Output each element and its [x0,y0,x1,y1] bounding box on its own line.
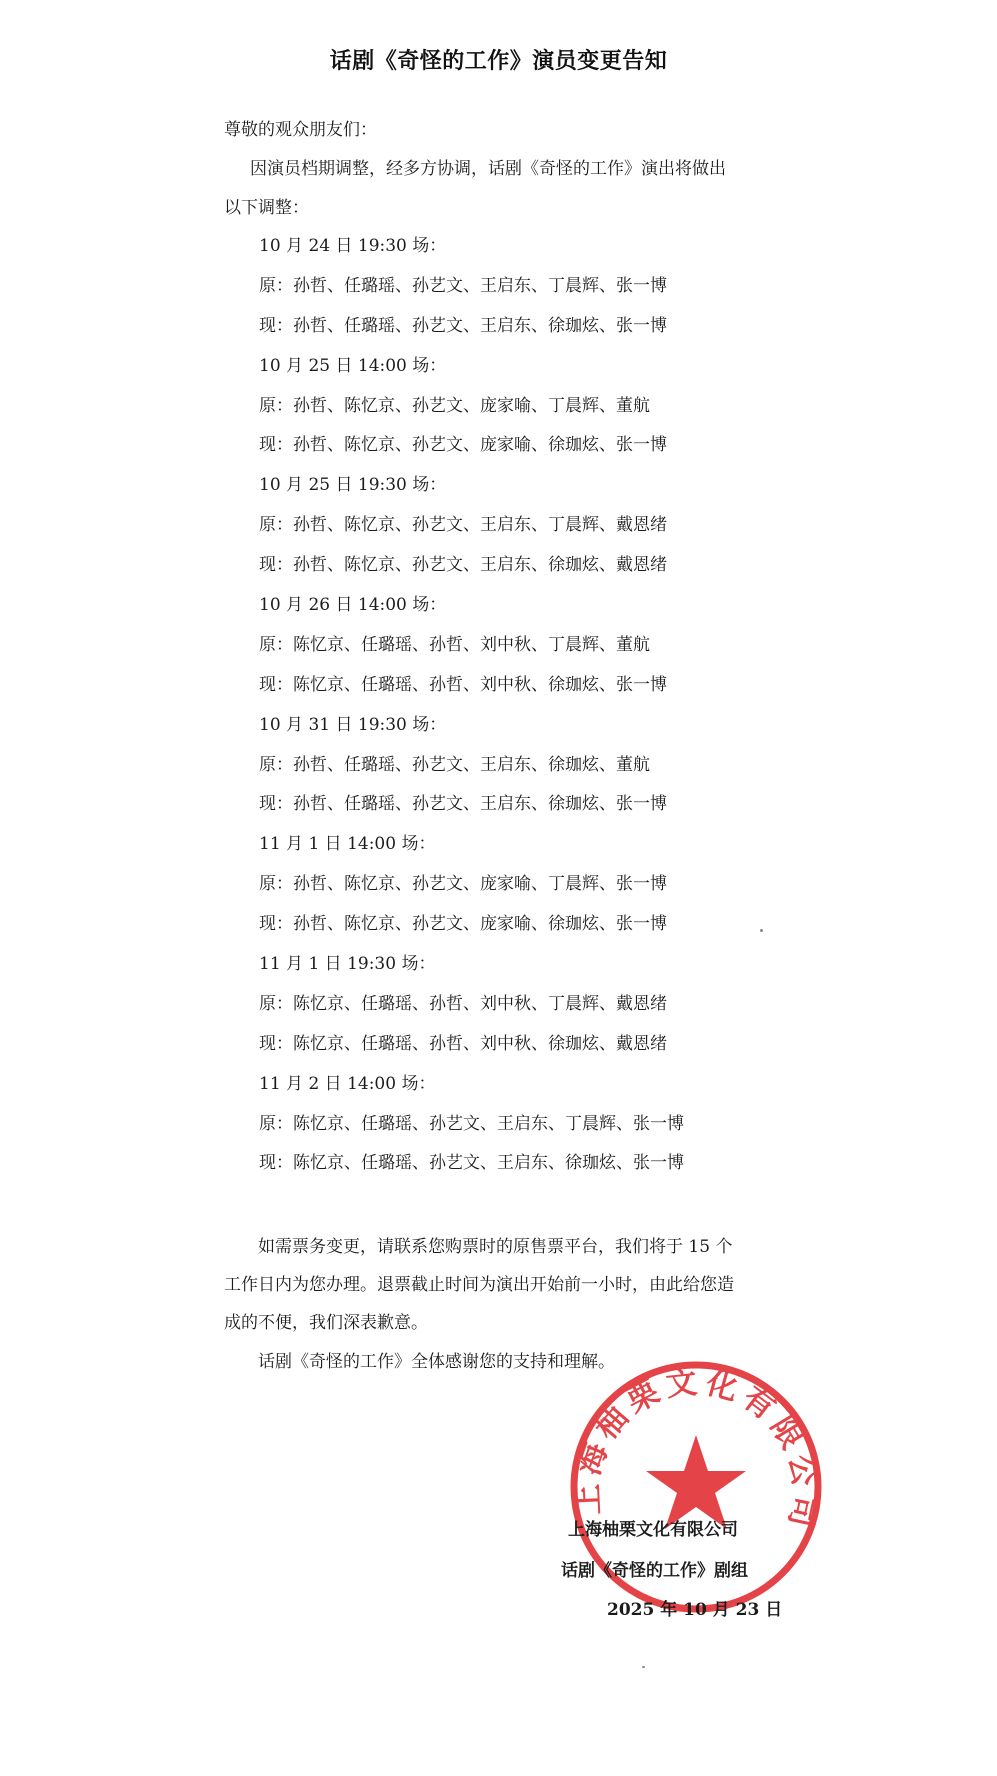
session-label: 10 月 25 日 14:00 场： [259,355,447,376]
footer-line-2: 工作日内为您办理。退票截止时间为演出开始前一小时，由此给您造 [224,1275,734,1295]
session-label: 11 月 2 日 14:00 场： [259,1073,436,1094]
session-label: 11 月 1 日 14:00 场： [259,834,436,855]
session-label: 10 月 31 日 19:30 场： [259,714,447,735]
greeting: 尊敬的观众朋友们： [224,120,377,140]
session-block [259,593,759,713]
current-cast: 现：孙哲、陈忆京、孙艺文、王启东、徐珈炫、戴恩绪 [259,555,667,576]
original-cast: 原：陈忆京、任璐瑶、孙哲、刘中秋、丁晨辉、戴恩绪 [259,993,667,1014]
scan-speck [642,1666,645,1668]
current-cast: 现：孙哲、陈忆京、孙艺文、庞家喻、徐珈炫、张一博 [259,435,667,456]
seal-text: 上海柚栗文化有限公司 [569,1363,824,1537]
footer-line-3: 成的不便，我们深表歉意。 [224,1313,428,1333]
original-cast: 原：孙哲、陈忆京、孙艺文、庞家喻、丁晨辉、张一博 [259,874,667,895]
session-block [259,354,759,474]
current-cast: 现：孙哲、任璐瑶、孙艺文、王启东、徐珈炫、张一博 [259,315,667,336]
original-cast: 原：孙哲、任璐瑶、孙艺文、王启东、徐珈炫、董航 [259,754,650,775]
signature-crew: 话剧《奇怪的工作》剧组 [561,1561,748,1581]
session-block [259,713,759,833]
session-block [259,832,759,952]
current-cast: 现：陈忆京、任璐瑶、孙哲、刘中秋、徐珈炫、戴恩绪 [259,1033,667,1054]
thanks-line: 话剧《奇怪的工作》全体感谢您的支持和理解。 [258,1352,615,1372]
current-cast: 现：孙哲、任璐瑶、孙艺文、王启东、徐珈炫、张一博 [259,794,667,815]
session-label: 11 月 1 日 19:30 场： [259,954,436,975]
original-cast: 原：孙哲、任璐瑶、孙艺文、王启东、丁晨辉、张一博 [259,275,667,296]
footer-line-1: 如需票务变更，请联系您购票时的原售票平台，我们将于 15 个 [258,1237,733,1257]
session-block [259,473,759,593]
session-label: 10 月 26 日 14:00 场： [259,595,447,616]
current-cast: 现：陈忆京、任璐瑶、孙哲、刘中秋、徐珈炫、张一博 [259,674,667,695]
seal-star-icon [646,1435,746,1529]
scan-speck [760,929,763,932]
current-cast: 现：孙哲、陈忆京、孙艺文、庞家喻、徐珈炫、张一博 [259,914,667,935]
session-block [259,234,759,354]
original-cast: 原：孙哲、陈忆京、孙艺文、王启东、丁晨辉、戴恩绪 [259,515,667,536]
session-label: 10 月 24 日 19:30 场： [259,236,447,256]
original-cast: 原：陈忆京、任璐瑶、孙艺文、王启东、丁晨辉、张一博 [259,1113,684,1134]
notice-title: 话剧《奇怪的工作》演员变更告知 [329,49,668,74]
current-cast: 现：陈忆京、任璐瑶、孙艺文、王启东、徐珈炫、张一博 [259,1153,684,1174]
session-label: 10 月 25 日 19:30 场： [259,475,447,496]
original-cast: 原：孙哲、陈忆京、孙艺文、庞家喻、丁晨辉、董航 [259,395,650,416]
session-schedule [259,234,759,1191]
original-cast: 原：陈忆京、任璐瑶、孙哲、刘中秋、丁晨辉、董航 [259,634,650,655]
intro-line-2: 以下调整： [224,198,309,218]
session-block [259,1072,759,1192]
intro-line-1: 因演员档期调整，经多方协调，话剧《奇怪的工作》演出将做出 [250,159,726,179]
signature-company: 上海柚栗文化有限公司 [568,1520,738,1540]
signature-date: 2025 年 10 月 23 日 [607,1600,783,1620]
session-block [259,952,759,1072]
